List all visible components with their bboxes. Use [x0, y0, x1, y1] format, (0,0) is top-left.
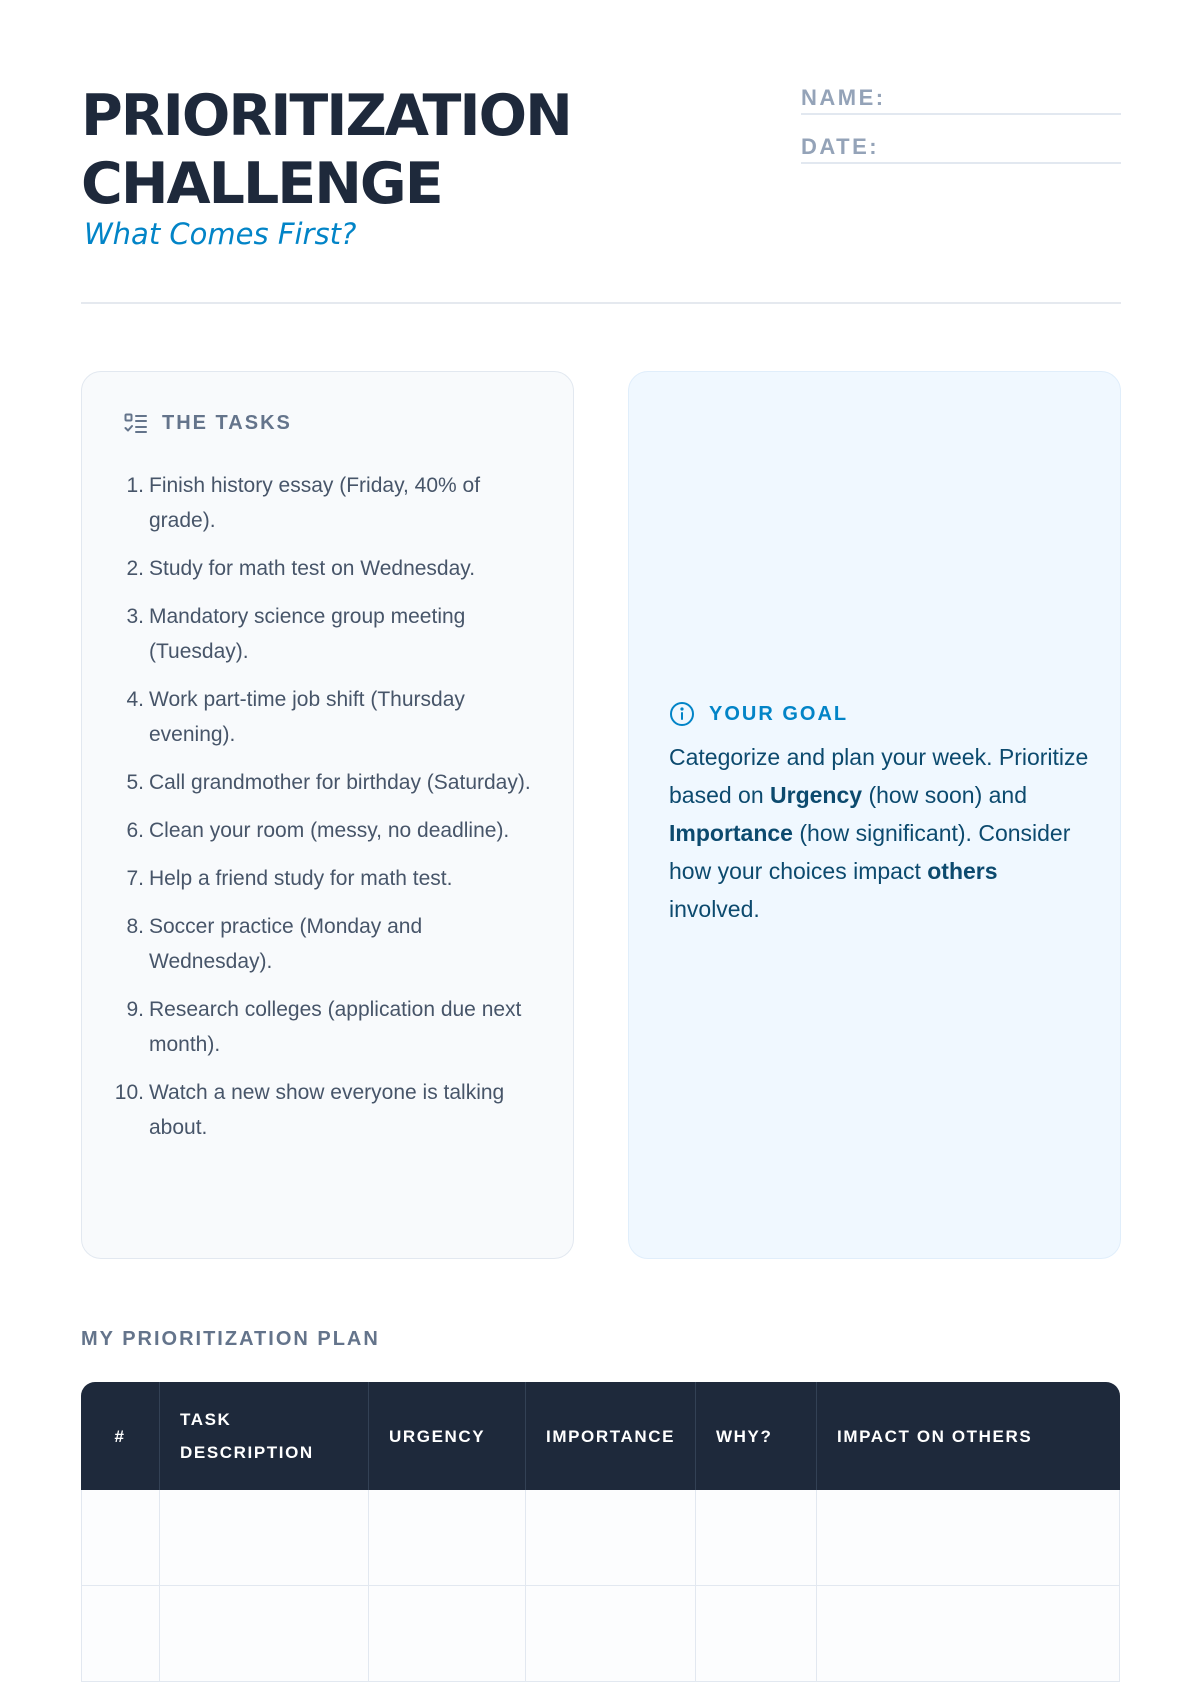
- task-text: Watch a new show everyone is talking about.: [149, 1081, 505, 1139]
- tasks-card: [81, 371, 574, 1259]
- task-list: [82, 468, 542, 1158]
- task-number: 4.: [126, 688, 144, 711]
- goal-urgency: Urgency: [770, 782, 863, 808]
- name-field[interactable]: [801, 83, 1121, 115]
- cell-number[interactable]: [81, 1586, 159, 1682]
- plan-header-row: [81, 1382, 1120, 1490]
- cell-why[interactable]: [695, 1490, 816, 1586]
- task-number: 7.: [126, 867, 144, 890]
- goal-heading-label: YOUR GOAL: [709, 702, 849, 725]
- col-number: #: [81, 1382, 159, 1490]
- goal-heading: [669, 701, 848, 727]
- worksheet-header: [81, 0, 1121, 304]
- task-number: 8.: [126, 915, 144, 938]
- cell-task-description[interactable]: [159, 1586, 368, 1682]
- task-item: [82, 468, 542, 538]
- title-line-2: CHALLENGE: [81, 151, 442, 217]
- cards-row: [81, 371, 1121, 1261]
- task-text: Finish history essay (Friday, 40% of grade).: [149, 474, 481, 532]
- task-number: 10.: [114, 1081, 144, 1104]
- cell-urgency[interactable]: [368, 1586, 525, 1682]
- task-item: [82, 765, 542, 800]
- cell-importance[interactable]: [525, 1586, 695, 1682]
- worksheet-page: [81, 0, 1121, 1462]
- tasks-heading-label: THE TASKS: [162, 412, 292, 434]
- task-item: [82, 599, 542, 669]
- title-line-1: PRIORITIZATION: [81, 83, 571, 149]
- goal-text-part: involved.: [669, 896, 760, 922]
- task-item: [82, 682, 542, 752]
- task-number: 1.: [126, 474, 144, 497]
- page-subtitle: What Comes First?: [84, 217, 357, 251]
- task-item: [82, 1075, 542, 1145]
- cell-impact-on-others[interactable]: [816, 1586, 1120, 1682]
- task-item: [82, 861, 542, 896]
- plan-table: [81, 1382, 1120, 1682]
- goal-text-part: (how soon) and: [862, 782, 1028, 808]
- task-text: Help a friend study for math test.: [149, 867, 453, 890]
- task-item: [82, 992, 542, 1062]
- task-text: Clean your room (messy, no deadline).: [149, 819, 510, 842]
- col-importance: IMPORTANCE: [525, 1382, 695, 1490]
- col-why: WHY?: [695, 1382, 816, 1490]
- task-text: Soccer practice (Monday and Wednesday).: [149, 915, 423, 973]
- date-label: DATE:: [801, 134, 880, 159]
- task-text: Call grandmother for birthday (Saturday).: [149, 771, 531, 794]
- cell-task-description[interactable]: [159, 1490, 368, 1586]
- cell-urgency[interactable]: [368, 1490, 525, 1586]
- task-number: 6.: [126, 819, 144, 842]
- goal-card: [628, 371, 1121, 1259]
- date-field[interactable]: [801, 132, 1121, 164]
- task-text: Work part-time job shift (Thursday evening).: [149, 688, 465, 746]
- name-label: NAME:: [801, 85, 886, 110]
- goal-text-part: (how significant). Consider how your choices impact: [669, 820, 1071, 884]
- cell-why[interactable]: [695, 1586, 816, 1682]
- task-number: 9.: [126, 998, 144, 1021]
- col-task-description: TASK DESCRIPTION: [159, 1382, 368, 1490]
- task-text: Mandatory science group meeting (Tuesday).: [149, 605, 466, 663]
- task-number: 2.: [126, 557, 144, 580]
- task-number: 3.: [126, 605, 144, 628]
- cell-impact-on-others[interactable]: [816, 1490, 1120, 1586]
- plan-title: MY PRIORITIZATION PLAN: [81, 1328, 380, 1350]
- page-title: [81, 82, 571, 218]
- col-urgency: URGENCY: [368, 1382, 525, 1490]
- goal-others: others: [927, 858, 998, 884]
- goal-text: [669, 738, 1089, 928]
- tasks-heading: [124, 412, 292, 435]
- task-item: [82, 551, 542, 586]
- col-impact-on-others: IMPACT ON OTHERS: [816, 1382, 1120, 1490]
- goal-importance: Importance: [669, 820, 793, 846]
- task-number: 5.: [126, 771, 144, 794]
- cell-number[interactable]: [81, 1490, 159, 1586]
- task-text: Study for math test on Wednesday.: [149, 557, 476, 580]
- task-item: [82, 909, 542, 979]
- table-row: [81, 1586, 1120, 1682]
- task-text: Research colleges (application due next month).: [149, 998, 522, 1056]
- task-item: [82, 813, 542, 848]
- info-icon: [669, 701, 695, 727]
- goal-text-part: Categorize and plan your week. Prioritize based on: [669, 744, 1089, 808]
- table-row: [81, 1490, 1120, 1586]
- checklist-icon: [124, 413, 148, 435]
- cell-importance[interactable]: [525, 1490, 695, 1586]
